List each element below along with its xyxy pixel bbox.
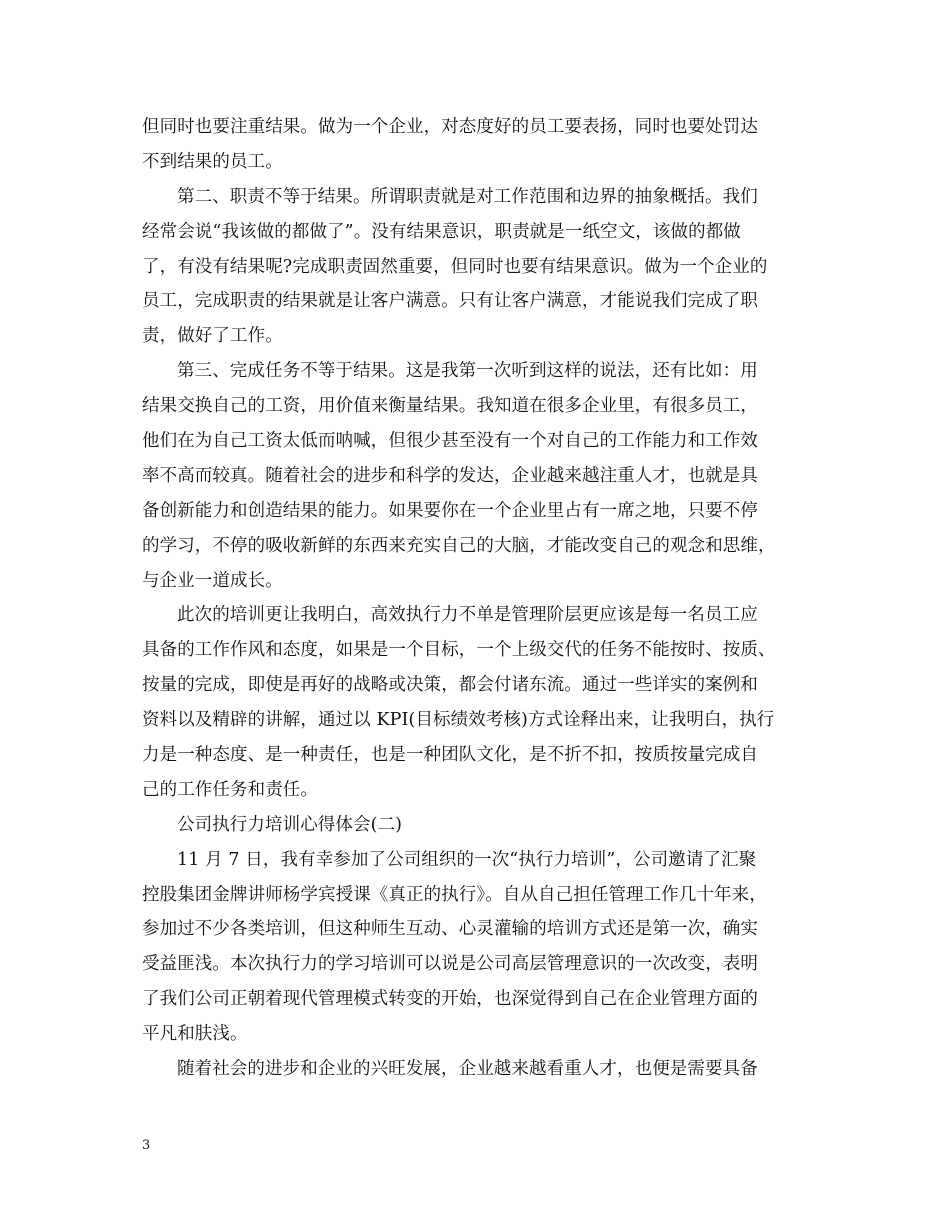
text-line: 经常会说“我该做的都做了”。没有结果意识，职责就是一纸空文，该做的都做 — [142, 221, 741, 242]
text-line: 了，有没有结果呢?完成职责固然重要，但同时也要有结果意识。做为一个企业的 — [142, 256, 768, 277]
text-line: 己的工作任务和责任。 — [142, 779, 318, 800]
text-line: 参加过不少各类培训，但这种师生互动、心灵灌输的培训方式还是第一次，确实 — [142, 919, 758, 940]
text-line: 与企业一道成长。 — [142, 570, 283, 591]
text-line: 随着社会的进步和企业的兴旺发展，企业越来越看重人才，也便是需要具备 — [177, 1059, 758, 1080]
text-line: 平凡和肤浅。 — [142, 1024, 248, 1045]
text-line: 资料以及精辟的讲解，通过以 KPI(目标绩效考核)方式诠释出来，让我明白，执行 — [142, 710, 775, 731]
text-line: 他们在为自己工资太低而呐喊，但很少甚至没有一个对自己的工作能力和工作效 — [142, 431, 758, 452]
page-number: 3 — [142, 1138, 151, 1153]
text-line: 按量的完成，即使是再好的战略或决策，都会付诸东流。通过一些详实的案例和 — [142, 675, 758, 696]
text-line: 结果交换自己的工资，用价值来衡量结果。我知道在很多企业里，有很多员工， — [142, 396, 758, 417]
text-line: 备创新能力和创造结果的能力。如果要你在一个企业里占有一席之地，只要不停 — [142, 500, 758, 521]
text-line: 受益匪浅。本次执行力的学习培训可以说是公司高层管理意识的一次改变，表明 — [142, 954, 758, 975]
text-line: 第二、职责不等于结果。所谓职责就是对工作范围和边界的抽象概括。我们 — [177, 186, 758, 207]
text-line: 第三、完成任务不等于结果。这是我第一次听到这样的说法，还有比如：用 — [177, 361, 758, 382]
text-line: 但同时也要注重结果。做为一个企业，对态度好的员工要表扬，同时也要处罚达 — [142, 117, 758, 137]
text-line: 控股集团金牌讲师杨学宾授课《真正的执行》。自从自己担任管理工作几十年来， — [142, 884, 767, 905]
text-line: 力是一种态度、是一种责任，也是一种团队文化，是不折不扣，按质按量完成自 — [142, 745, 758, 766]
text-line: 具备的工作作风和态度，如果是一个目标，一个上级交代的任务不能按时、按质、 — [142, 640, 776, 661]
text-line: 责，做好了工作。 — [142, 326, 283, 347]
text-line: 的学习，不停的吸收新鲜的东西来充实自己的大脑，才能改变自己的观念和思维， — [142, 535, 776, 556]
text-line: 11 月 7 日，我有幸参加了公司组织的一次“执行力培训”，公司邀请了汇聚 — [177, 849, 757, 870]
text-line: 员工，完成职责的结果就是让客户满意。只有让客户满意，才能说我们完成了职 — [142, 291, 758, 312]
document-body — [142, 110, 832, 1087]
text-line: 公司执行力培训心得体会(二) — [177, 814, 403, 835]
text-line: 了我们公司正朝着现代管理模式转变的开始，也深觉得到自己在企业管理方面的 — [142, 989, 758, 1010]
text-line: 率不高而较真。随着社会的进步和科学的发达，企业越来越注重人才，也就是具 — [142, 465, 758, 486]
text-line: 不到结果的员工。 — [142, 151, 283, 172]
text-line: 此次的培训更让我明白，高效执行力不单是管理阶层更应该是每一名员工应 — [177, 605, 758, 626]
